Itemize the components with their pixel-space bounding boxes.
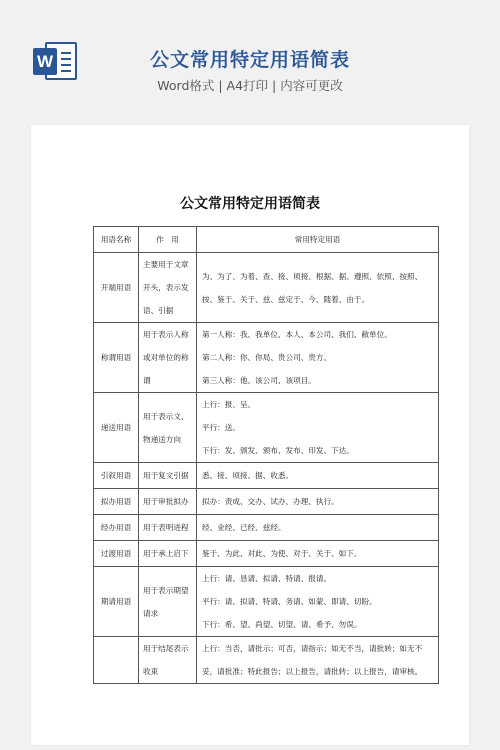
page-subtitle: Word格式 | A4打印 | 内容可更改: [157, 78, 343, 93]
term-category-name: 递送用语: [94, 393, 139, 463]
term-list-cell: [197, 253, 439, 323]
term-list-cell: [197, 323, 439, 393]
term-line: 鉴于、为此、对此、为使、对于、关于、如下。: [202, 549, 362, 558]
table-row: [94, 463, 439, 489]
term-category-name: [94, 637, 139, 684]
term-line: 上行：当否，请批示；可否，请指示；如无不当，请批转；如无不妥，请批准；特此报告；以上报告，请批转；以上报告，请审核。: [202, 644, 423, 676]
table-header-row: [94, 227, 439, 253]
word-badge: W: [33, 48, 57, 75]
table-row: [94, 567, 439, 637]
column-header-terms: 常用特定用语: [197, 227, 439, 253]
term-function: 用于结尾表示收束: [139, 637, 197, 684]
term-category-name: 期请用语: [94, 567, 139, 637]
term-line: 第二人称：你、你局、贵公司、贵方。: [202, 353, 332, 362]
term-line: 下行：希、望、尚望、切望、请、希予、勿误。: [202, 620, 362, 629]
term-list-cell: [197, 393, 439, 463]
term-function: 主要用于文章开头，表示发语、引据: [139, 253, 197, 323]
term-function: 用于承上启下: [139, 541, 197, 567]
table-row: [94, 541, 439, 567]
term-line: 平行：请、拟请、特请、务请、如蒙、即请、切盼。: [202, 597, 377, 606]
term-function: 用于表明进程: [139, 515, 197, 541]
term-list-cell: [197, 567, 439, 637]
table-body: [94, 253, 439, 684]
table-row: [94, 637, 439, 684]
term-list-cell: [197, 489, 439, 515]
term-function: 用于表示期望请求: [139, 567, 197, 637]
term-function: 用于审批拟办: [139, 489, 197, 515]
page-header: [0, 0, 500, 118]
term-line: 拟办：责成、交办、试办、办理、执行。: [202, 497, 339, 506]
term-list-cell: [197, 463, 439, 489]
term-function: 用于表示文、物递送方向: [139, 393, 197, 463]
term-line: 上行：请、恳请、拟请、特请、报请。: [202, 574, 332, 583]
table-row: [94, 323, 439, 393]
term-category-name: 开端用语: [94, 253, 139, 323]
term-category-name: 称谓用语: [94, 323, 139, 393]
term-line: 悉、接、顷接、据、收悉。: [202, 471, 294, 480]
column-header-name: 用语名称: [94, 227, 139, 253]
term-list-cell: [197, 541, 439, 567]
term-line: 第一人称：我、我单位、本人、本公司、我们、敝单位。: [202, 330, 392, 339]
table-row: [94, 393, 439, 463]
document-title: 公文常用特定用语简表: [180, 196, 320, 212]
term-list-cell: [197, 637, 439, 684]
term-line: 下行：发、颁发、颁布、发布、印发、下达。: [202, 446, 354, 455]
terms-table: [93, 226, 439, 684]
term-line: 经、业经、已经、兹经。: [202, 523, 286, 532]
table-row: [94, 515, 439, 541]
term-function: 用于表示人称或对单位的称谓: [139, 323, 197, 393]
term-category-name: 引叙用语: [94, 463, 139, 489]
column-header-function: 作 用: [139, 227, 197, 253]
term-category-name: 拟办用语: [94, 489, 139, 515]
table-row: [94, 489, 439, 515]
term-line: 平行：送。: [202, 423, 240, 432]
term-category-name: 过渡用语: [94, 541, 139, 567]
term-line: 上行：报、呈。: [202, 400, 256, 409]
page-title: 公文常用特定用语简表: [149, 49, 350, 71]
term-category-name: 经办用语: [94, 515, 139, 541]
term-line: 为、为了、为着、查、接、顷接、根据、据、遵照、依照、按照、按、鉴于、关于、兹、兹定于、今、随着、由于。: [202, 271, 423, 304]
document-page: [31, 125, 469, 745]
term-function: 用于复文引据: [139, 463, 197, 489]
term-line: 第三人称：他、该公司、该项目。: [202, 376, 316, 385]
term-list-cell: [197, 515, 439, 541]
table-row: [94, 253, 439, 323]
